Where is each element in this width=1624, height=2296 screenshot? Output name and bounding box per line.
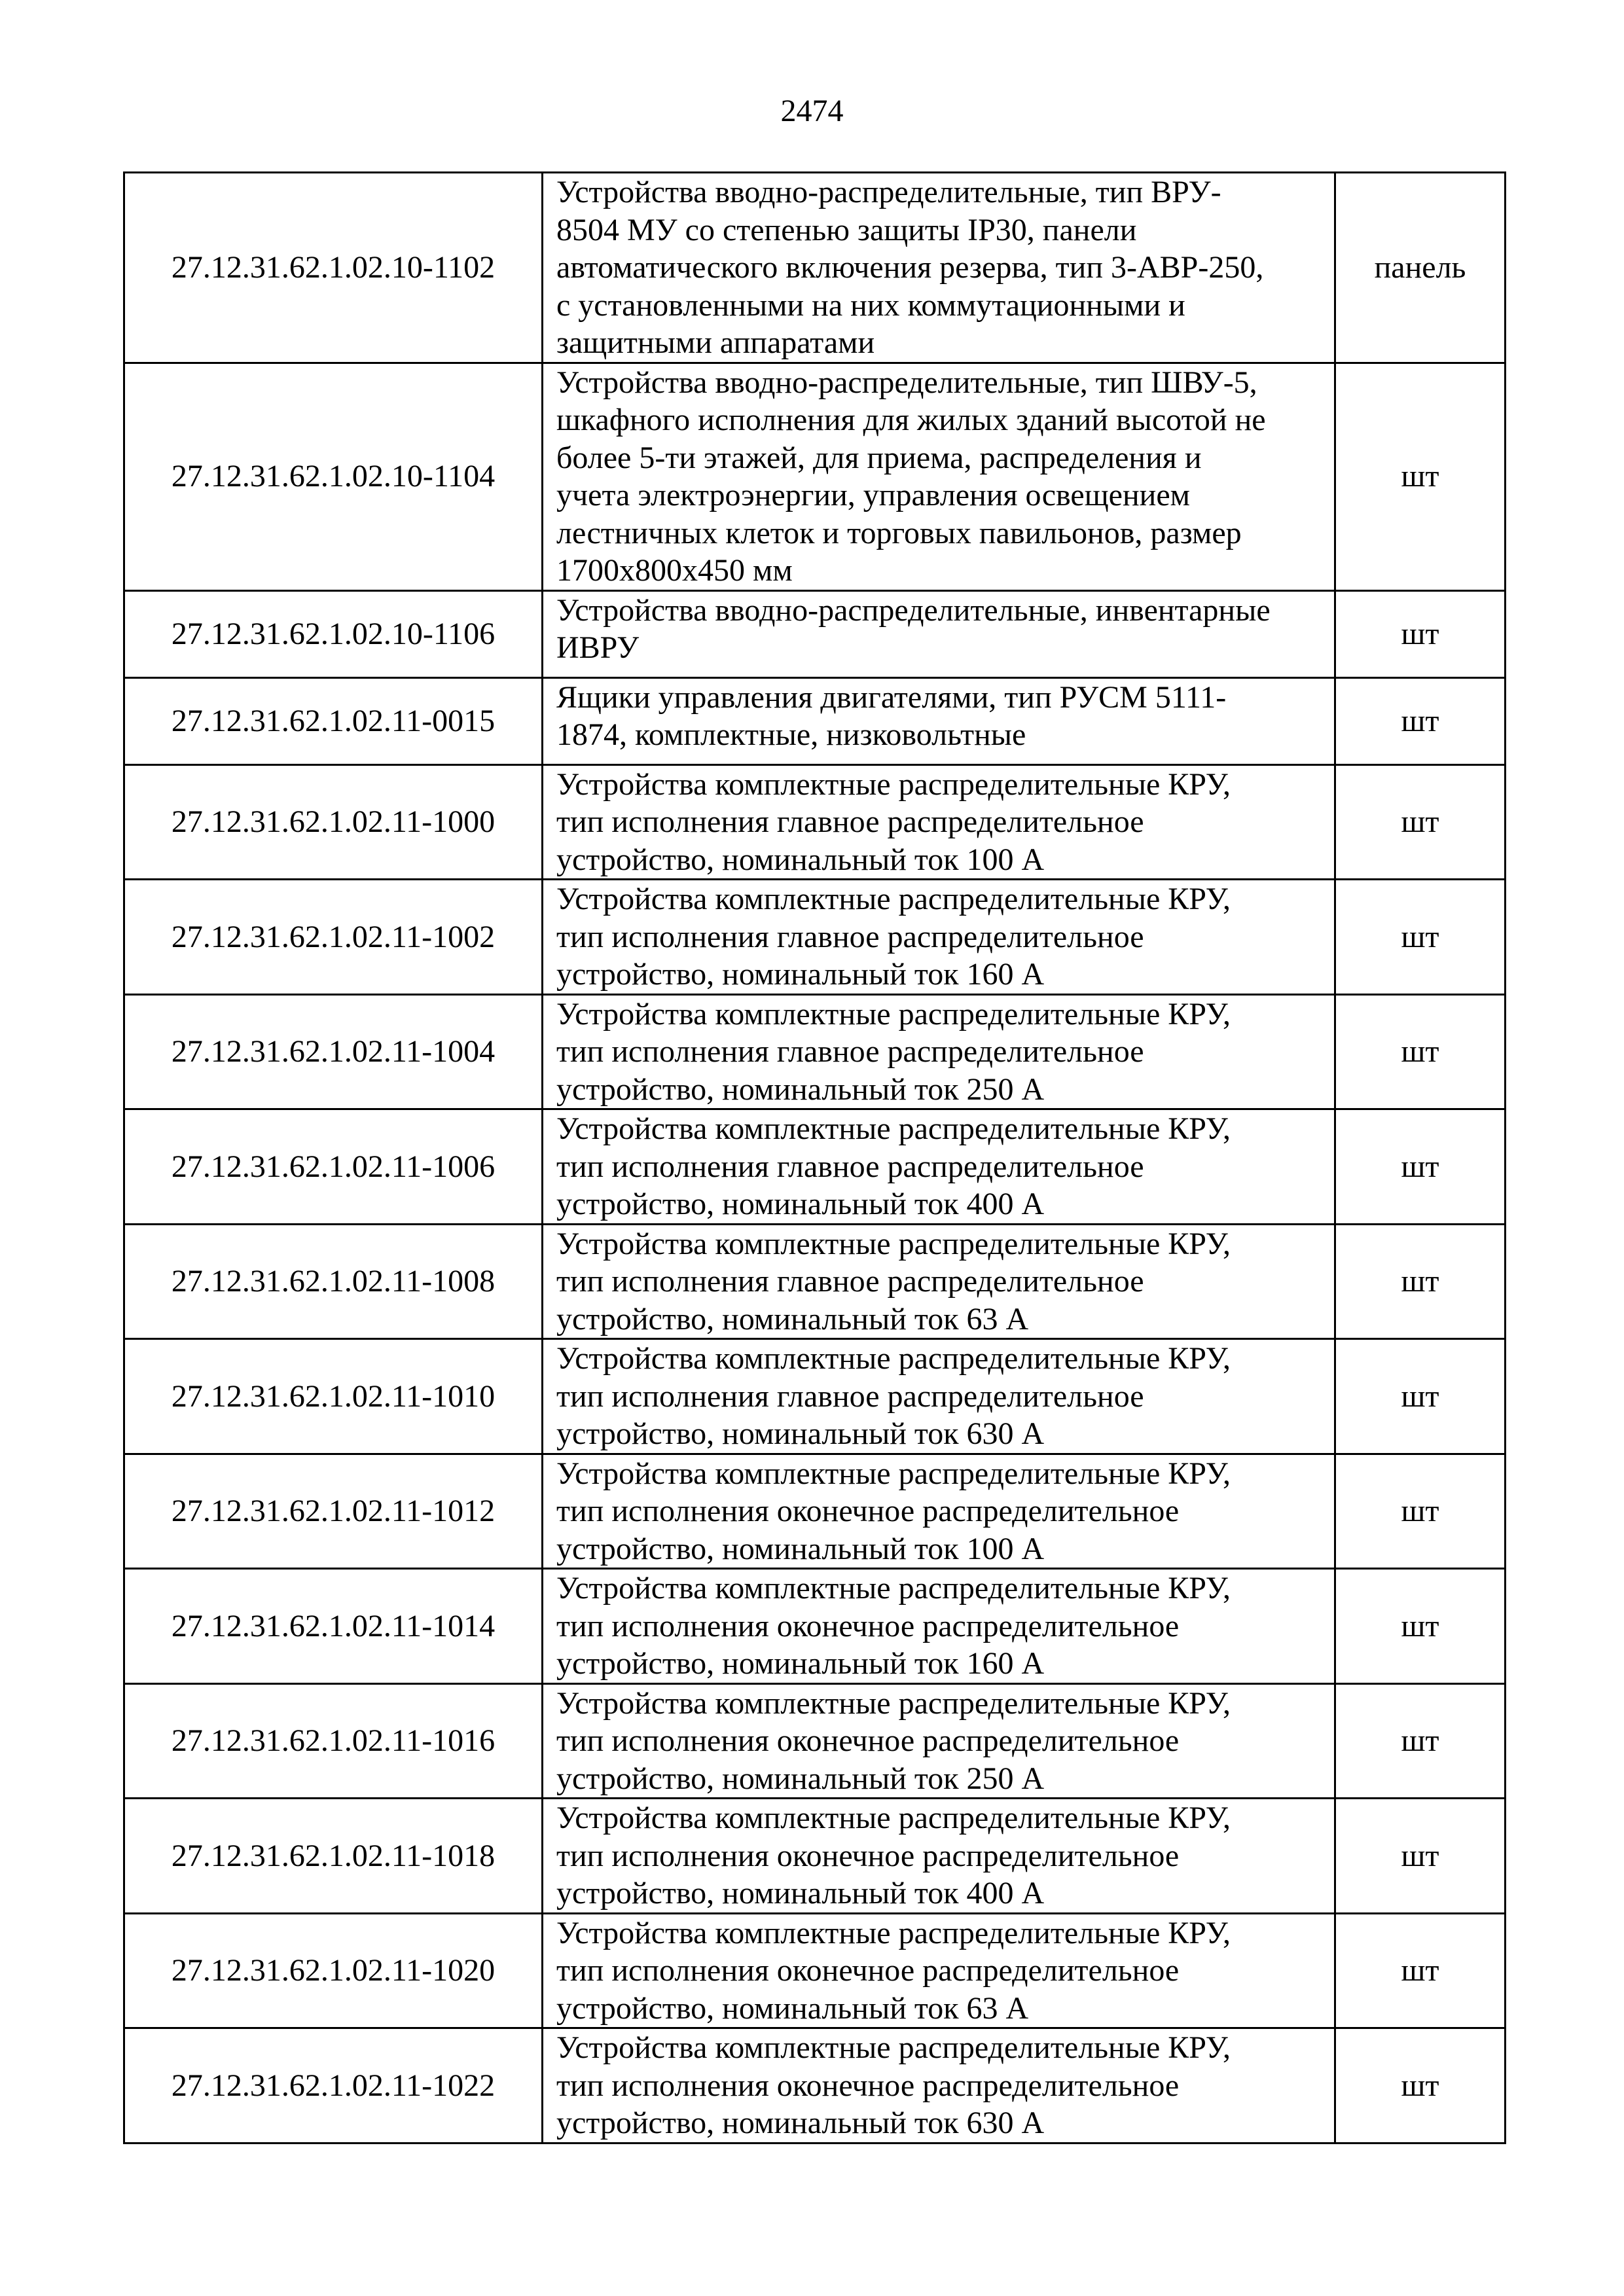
description-line: Устройства комплектные распределительные КРУ,: [556, 1685, 1231, 1721]
table-row: [124, 1683, 1506, 1799]
description-line: ИВРУ: [556, 630, 640, 665]
description-line: устройство, номинальный ток 63 А: [556, 1990, 1029, 2026]
resource-code: 27.12.31.62.1.02.11-1022: [124, 2028, 543, 2144]
description-line: 8504 МУ со степенью защиты IP30, панели: [556, 212, 1137, 247]
description-line: устройство, номинальный ток 160 А: [556, 1646, 1045, 1681]
table-row: [124, 173, 1506, 363]
description-line: устройство, номинальный ток 400 А: [556, 1876, 1045, 1910]
resource-description: [543, 173, 1335, 363]
description-line: тип исполнения главное распределительное: [556, 1149, 1144, 1184]
resource-table: [123, 171, 1506, 2144]
resource-code: 27.12.31.62.1.02.11-1016: [124, 1683, 543, 1799]
description-line: тип исполнения оконечное распределительное: [556, 1953, 1180, 1988]
table-row: [124, 880, 1506, 995]
resource-description: [543, 1683, 1335, 1799]
description-line: учета электроэнергии, управления освещением: [556, 478, 1191, 512]
description-line: Устройства вводно-распределительные, тип ШВУ-5,: [556, 365, 1257, 400]
resource-code: 27.12.31.62.1.02.11-1018: [124, 1799, 543, 1914]
resource-description: [543, 677, 1335, 764]
description-line: тип исполнения главное распределительное: [556, 1034, 1144, 1069]
description-line: устройство, номинальный ток 100 А: [556, 1531, 1045, 1566]
resource-description: [543, 1339, 1335, 1454]
description-line: более 5-ти этажей, для приема, распределения и: [556, 440, 1202, 475]
unit-of-measure: шт: [1335, 2028, 1506, 2144]
unit-of-measure: шт: [1335, 1339, 1506, 1454]
resource-code: 27.12.31.62.1.02.11-0015: [124, 677, 543, 764]
description-line: Устройства комплектные распределительные КРУ,: [556, 1456, 1231, 1491]
table-row: [124, 1913, 1506, 2028]
resource-description: [543, 880, 1335, 995]
resource-code: 27.12.31.62.1.02.11-1020: [124, 1913, 543, 2028]
resource-code: 27.12.31.62.1.02.11-1006: [124, 1109, 543, 1225]
unit-of-measure: шт: [1335, 1683, 1506, 1799]
resource-description: [543, 590, 1335, 677]
resource-code: 27.12.31.62.1.02.11-1008: [124, 1224, 543, 1339]
resource-description: [543, 764, 1335, 880]
unit-of-measure: панель: [1335, 173, 1506, 363]
description-line: устройство, номинальный ток 100 А: [556, 842, 1045, 877]
resource-description: [543, 363, 1335, 590]
resource-code: 27.12.31.62.1.02.11-1012: [124, 1454, 543, 1569]
description-line: Устройства комплектные распределительные КРУ,: [556, 766, 1231, 802]
table-row: [124, 1569, 1506, 1684]
description-line: Устройства комплектные распределительные КРУ,: [556, 996, 1231, 1031]
description-line: тип исполнения главное распределительное: [556, 919, 1144, 954]
description-line: автоматического включения резерва, тип 3-АВР-250,: [556, 250, 1264, 285]
description-line: защитными аппаратами: [556, 325, 875, 360]
resource-description: [543, 1569, 1335, 1684]
table-row: [124, 1454, 1506, 1569]
table-row: [124, 1224, 1506, 1339]
description-line: лестничных клеток и торговых павильонов, размер: [556, 515, 1242, 550]
description-line: Устройства комплектные распределительные КРУ,: [556, 1915, 1231, 1950]
table-row: [124, 764, 1506, 880]
table-row: [124, 1799, 1506, 1914]
description-line: тип исполнения оконечное распределительное: [556, 1838, 1180, 1873]
description-line: Ящики управления двигателями, тип РУСМ 5111-: [556, 679, 1227, 715]
resource-description: [543, 1454, 1335, 1569]
unit-of-measure: шт: [1335, 363, 1506, 590]
table-row: [124, 363, 1506, 590]
description-line: устройство, номинальный ток 160 А: [556, 957, 1045, 992]
description-line: устройство, номинальный ток 400 А: [556, 1187, 1045, 1221]
resource-code: 27.12.31.62.1.02.11-1014: [124, 1569, 543, 1684]
description-line: тип исполнения оконечное распределительное: [556, 1723, 1180, 1758]
table-row: [124, 994, 1506, 1109]
unit-of-measure: шт: [1335, 1799, 1506, 1914]
table-row: [124, 590, 1506, 677]
description-line: Устройства комплектные распределительные КРУ,: [556, 1111, 1231, 1146]
description-line: тип исполнения оконечное распределительное: [556, 2068, 1180, 2103]
resource-code: 27.12.31.62.1.02.10-1104: [124, 363, 543, 590]
page-number: 2474: [780, 94, 844, 128]
unit-of-measure: шт: [1335, 1913, 1506, 2028]
description-line: Устройства комплектные распределительные КРУ,: [556, 1226, 1231, 1261]
description-line: Устройства комплектные распределительные КРУ,: [556, 1341, 1231, 1376]
unit-of-measure: шт: [1335, 1109, 1506, 1225]
unit-of-measure: шт: [1335, 677, 1506, 764]
description-line: устройство, номинальный ток 250 А: [556, 1761, 1045, 1796]
description-line: Устройства вводно-распределительные, тип ВРУ-: [556, 175, 1221, 209]
description-line: 1874, комплектные, низковольтные: [556, 717, 1026, 752]
description-line: устройство, номинальный ток 250 А: [556, 1071, 1045, 1107]
resource-code: 27.12.31.62.1.02.11-1010: [124, 1339, 543, 1454]
description-line: тип исполнения главное распределительное: [556, 804, 1144, 839]
description-line: 1700х800х450 мм: [556, 553, 793, 588]
description-line: устройство, номинальный ток 630 А: [556, 2106, 1045, 2140]
unit-of-measure: шт: [1335, 880, 1506, 995]
resource-code: 27.12.31.62.1.02.11-1002: [124, 880, 543, 995]
description-line: Устройства комплектные распределительные КРУ,: [556, 2030, 1231, 2065]
description-line: устройство, номинальный ток 630 А: [556, 1416, 1045, 1451]
unit-of-measure: шт: [1335, 1224, 1506, 1339]
resource-description: [543, 1224, 1335, 1339]
resource-description: [543, 1799, 1335, 1914]
resource-code: 27.12.31.62.1.02.10-1106: [124, 590, 543, 677]
unit-of-measure: шт: [1335, 590, 1506, 677]
table-row: [124, 2028, 1506, 2144]
description-line: Устройства комплектные распределительные КРУ,: [556, 1571, 1231, 1605]
table-body: [124, 173, 1506, 2144]
description-line: тип исполнения главное распределительное: [556, 1378, 1144, 1414]
unit-of-measure: шт: [1335, 1569, 1506, 1684]
unit-of-measure: шт: [1335, 994, 1506, 1109]
description-line: Устройства комплектные распределительные КРУ,: [556, 1801, 1231, 1835]
description-line: устройство, номинальный ток 63 А: [556, 1301, 1029, 1336]
table-row: [124, 1339, 1506, 1454]
table-row: [124, 677, 1506, 764]
description-line: тип исполнения оконечное распределительное: [556, 1608, 1180, 1643]
resource-code: 27.12.31.62.1.02.11-1000: [124, 764, 543, 880]
unit-of-measure: шт: [1335, 1454, 1506, 1569]
resource-description: [543, 994, 1335, 1109]
description-line: Устройства комплектные распределительные КРУ,: [556, 882, 1231, 916]
description-line: тип исполнения оконечное распределительное: [556, 1494, 1180, 1528]
description-line: тип исполнения главное распределительное: [556, 1264, 1144, 1299]
resource-code: 27.12.31.62.1.02.10-1102: [124, 173, 543, 363]
resource-description: [543, 1913, 1335, 2028]
resource-description: [543, 1109, 1335, 1225]
resource-code: 27.12.31.62.1.02.11-1004: [124, 994, 543, 1109]
resource-description: [543, 2028, 1335, 2144]
description-line: шкафного исполнения для жилых зданий высотой не: [556, 403, 1266, 437]
description-line: Устройства вводно-распределительные, инвентарные: [556, 592, 1271, 628]
description-line: с установленными на них коммутационными и: [556, 287, 1185, 323]
table-row: [124, 1109, 1506, 1225]
unit-of-measure: шт: [1335, 764, 1506, 880]
